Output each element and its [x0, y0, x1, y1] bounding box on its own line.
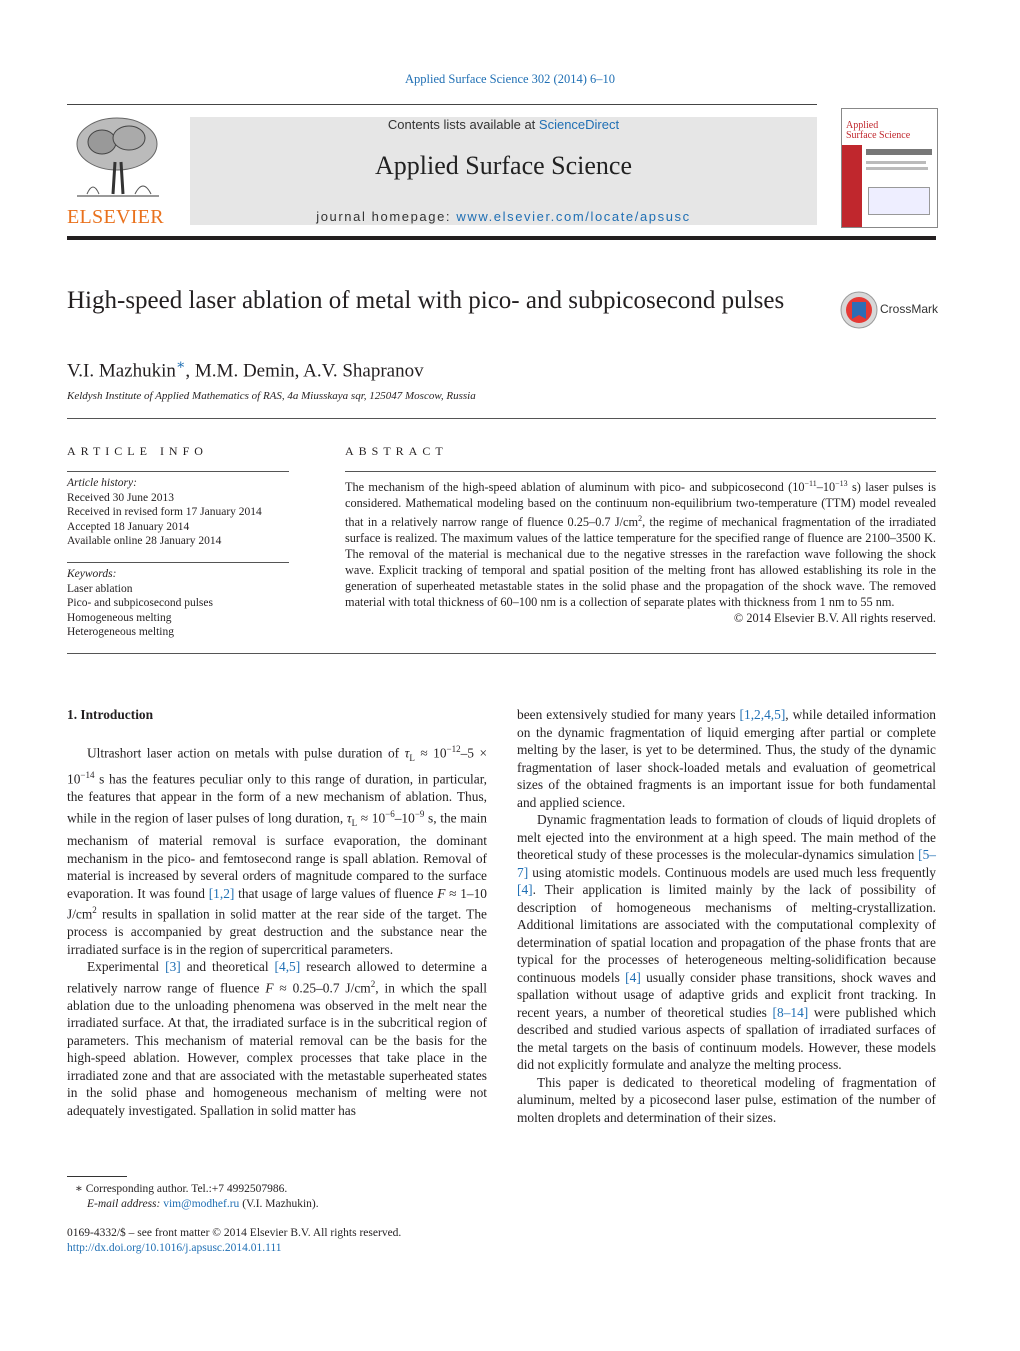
journal-cover-thumbnail[interactable] — [841, 108, 938, 228]
intro-paragraph-3 — [517, 811, 936, 1074]
keyword-item: Heterogeneous melting — [67, 626, 174, 638]
cover-contents-block — [866, 149, 932, 155]
text: ≈ 10 — [357, 810, 386, 826]
contents-prefix: Contents lists available at — [387, 117, 539, 132]
text: , in which the spall ablation due to the unloading phenomena was observed in the melt near the irradiated surface. At that, the irradiated surface is in the subcritical region of parameters. This mechanism of material removal can be the basis for the high-speed ablation. However, complex processes that take place in the irradiated zone and that are associated with the metastable superheated states in the solid phase and homogeneous mechanism of melting were not adequately investigated. Spallation in solid matter has — [67, 980, 487, 1118]
elsevier-logo[interactable] — [67, 112, 167, 230]
abstract-exponent: 2 — [638, 514, 643, 524]
abstract-rule — [345, 471, 936, 472]
homepage-prefix: journal homepage: — [316, 209, 457, 224]
exponent: −9 — [414, 808, 425, 819]
keywords-label: Keywords: — [67, 568, 117, 580]
author-list — [67, 357, 424, 382]
exponent: −12 — [446, 743, 461, 754]
exponent: 2 — [370, 978, 376, 989]
text: –5 × 10 — [67, 744, 488, 787]
journal-citation[interactable]: Applied Surface Science 302 (2014) 6–10 — [404, 72, 615, 86]
cover-contents-block — [866, 161, 926, 164]
text: and theoretical — [180, 959, 275, 975]
elsevier-tree-icon — [67, 112, 167, 204]
abstract-part: –10 — [816, 480, 836, 495]
article-info-heading: ARTICLE INFO — [67, 444, 208, 458]
text: –10 — [394, 810, 415, 826]
symbol-tau: τ — [404, 744, 410, 760]
footnote-corresponding — [75, 1182, 487, 1197]
corresponding-author-footnote — [75, 1182, 487, 1211]
reference-link[interactable]: [4] — [517, 882, 533, 897]
text: were published which described and studied various aspects of spallation of irradiated surfaces of the metal targets on the basis of continuum models. However, these models did not explicitly formulate and analyze the melting process. — [517, 1004, 937, 1072]
abstract-text — [345, 476, 936, 626]
reference-link[interactable]: [3] — [165, 959, 181, 975]
intro-paragraph-2 — [67, 958, 487, 1119]
keyword-item: Homogeneous melting — [67, 611, 172, 624]
text: ≈ 0.25–0.7 J/cm — [273, 980, 371, 996]
text: s, the main mechanism of material removal is surface evaporation, the dominant mechanism in the pico- and femtosecond range is spall ablation. Removal of material is increased by several orders of magnitude compared to the surface evaporation. It was found — [67, 810, 487, 901]
text: results in spallation in solid matter at the rear side of the target. The process is accompanied by great destruction and the substance near the irradiated surface is in the region of supercritical parameters. — [67, 906, 487, 957]
reference-link[interactable]: [1,2,4,5] — [739, 707, 786, 722]
exponent: −6 — [385, 808, 395, 819]
keyword-item: Laser ablation — [67, 582, 133, 595]
text: Dynamic fragmentation leads to formation of clouds of liquid droplets of melt ejected into the environment at a high speed. The main method of the theoretical study of these processes is the molecular-dynamics simulation — [517, 812, 936, 862]
crossmark-badge[interactable] — [840, 291, 940, 329]
email-link[interactable]: vim@modhef.ru — [163, 1197, 240, 1210]
footnote-rule — [67, 1176, 127, 1177]
abstract-exponent: −11 — [804, 479, 817, 488]
symbol-fluence: F — [265, 980, 274, 996]
homepage-link[interactable]: www.elsevier.com/locate/apsusc — [456, 209, 691, 224]
elsevier-wordmark: ELSEVIER — [67, 206, 164, 228]
crossmark-label: CrossMark — [880, 302, 939, 316]
text: ≈ 1–10 J/cm — [67, 885, 487, 922]
intro-paragraph-1 — [67, 741, 487, 959]
cover-red-band — [842, 145, 862, 227]
history-item: Accepted 18 January 2014 — [67, 520, 190, 533]
contents-available-line — [190, 117, 817, 132]
abstract-part: The mechanism of the high-speed ablation of aluminum with pico- and subpicosecond (10 — [345, 480, 805, 495]
footnote-email — [75, 1197, 487, 1212]
article-history — [67, 476, 289, 549]
keywords-rule — [67, 562, 289, 563]
journal-banner — [190, 117, 817, 225]
subscript: L — [351, 817, 358, 828]
footnote-text: Corresponding author. Tel.:+7 4992507986. — [82, 1183, 288, 1195]
keyword-item: Pico- and subpicosecond pulses — [67, 597, 213, 609]
text: . Their application is limited mainly by the lack of possibility of description of homogeneous mechanisms of melting-crystallization. Additional limitations are associated with the computational complexity of determination of spatial location and propagation of the phase fronts that are typical for the processes of heterogeneous melting-solidification because continuous models — [517, 882, 936, 985]
body-left-column — [67, 706, 487, 1119]
abstract-heading: ABSTRACT — [345, 444, 448, 458]
cover-figure — [868, 187, 930, 215]
email-suffix: (V.I. Mazhukin). — [239, 1197, 319, 1210]
journal-homepage-line — [190, 209, 817, 224]
title-divider — [67, 418, 936, 419]
exponent: −14 — [80, 770, 95, 781]
cover-title-line1: Applied — [846, 120, 879, 131]
text: that usage of large values of fluence — [234, 885, 438, 901]
text: , while detailed information on the dynamic fragmentation of liquid emerging after partial or complete melting by the laser, is yet to be determined. Thus, the study of the dynamic fragmentation of laser shock-loaded metals and evaluation of geometrical sizes of the obtained fragments is an important issue for both fundamental and applied science. — [517, 707, 936, 810]
reference-link[interactable]: [1,2] — [208, 885, 235, 901]
author-names-rest: , M.M. Demin, A.V. Shapranov — [185, 360, 424, 382]
article-history-label: Article history: — [67, 477, 137, 489]
abstract-exponent: −13 — [835, 479, 848, 488]
front-matter-line: 0169-4332/$ – see front matter © 2014 Elsevier B.V. All rights reserved. — [67, 1227, 402, 1239]
article-info-rule — [67, 471, 289, 472]
front-matter — [67, 1226, 497, 1255]
paper-title: High-speed laser ablation of metal with pico- and subpicosecond pulses — [67, 287, 785, 314]
header-top-rule — [67, 104, 817, 105]
text: using atomistic models. Continuous models are used much less frequently — [528, 864, 936, 880]
text: Experimental — [87, 959, 166, 975]
cover-title-line2: Surface Science — [846, 130, 911, 141]
affiliation: Keldysh Institute of Applied Mathematics of RAS, 4a Miusskaya sqr, 125047 Moscow, Russia — [67, 390, 476, 402]
abstract-copyright: © 2014 Elsevier B.V. All rights reserved. — [733, 611, 936, 626]
reference-link[interactable]: [4,5] — [274, 959, 301, 975]
history-item: Received in revised form 17 January 2014 — [67, 506, 262, 518]
symbol-tau: τ — [346, 810, 352, 826]
doi-link[interactable]: http://dx.doi.org/10.1016/j.apsusc.2014.01.111 — [67, 1241, 282, 1254]
history-item: Available online 28 January 2014 — [67, 535, 222, 547]
text: ≈ 10 — [414, 744, 447, 760]
footnote-star: ∗ — [75, 1183, 83, 1195]
sciencedirect-link[interactable]: ScienceDirect — [538, 117, 620, 132]
corresponding-author-star-link[interactable]: ∗ — [175, 358, 186, 373]
email-label: E-mail address: — [87, 1197, 164, 1210]
history-item: Received 30 June 2013 — [67, 491, 174, 504]
text: usually consider phase transitions, shock waves and spallation without usage of adaptive grids and explicit front tracking. In recent years, a number of theoretical studies — [517, 969, 936, 1020]
exponent: 2 — [92, 905, 97, 916]
text: Ultrashort laser action on metals with pulse duration of — [87, 744, 405, 760]
intro-paragraph-4: This paper is dedicated to theoretical modeling of fragmentation of aluminum, melted by a picosecond laser pulse, estimation of the number of molten droplets and determination of their sizes. — [517, 1074, 936, 1125]
reference-link[interactable]: [8–14] — [772, 1004, 809, 1020]
reference-link[interactable]: [4] — [625, 969, 641, 985]
keywords — [67, 567, 289, 640]
header-thick-rule — [67, 236, 936, 240]
text: been extensively studied for many years — [517, 707, 740, 722]
abstract-part: , the regime of mechanical fragmentation of the irradiated surface is realized. The maximum values of the lattice temperature for the specified range of fluence are 2100–3500 K. The removal of the material is mechanical due to the negative stresses in the rarefaction wave following the shock wave. Explicit tracking of temporal and spatial position of the melting front has allowed establishing its role in the generation of superheated metastable states in the solid phase and the propagation of the shock wave. The removed material with total thickness of 60–100 nm is a collection of separate plates with thickness from 1 nm to 55 nm. — [345, 515, 936, 610]
author-name: V.I. Mazhukin — [67, 360, 176, 382]
body-right-column — [517, 706, 936, 1126]
journal-title: Applied Surface Science — [374, 151, 632, 180]
symbol-fluence: F — [437, 885, 446, 901]
text: s has the features peculiar only to this range of duration, in particular, the features that appear in the form of a new mechanism of ablation. Thus, while in the region of laser pulses of long duration, — [67, 771, 487, 826]
crossmark-icon — [840, 291, 878, 329]
text: research allowed to determine a relatively narrow range of fluence — [67, 959, 488, 996]
cover-contents-block — [866, 167, 928, 170]
intro-paragraph-continued — [517, 706, 936, 811]
cover-title — [846, 121, 910, 141]
abstract-part: s) laser pulses is considered. Mathematical modeling based on the continuum non-equilibrium two-temperature (TTM) model revealed that in a relatively narrow range of fluence 0.25–0.7 J/cm — [345, 480, 936, 530]
reference-link[interactable]: [5–7] — [517, 847, 936, 880]
subscript: L — [409, 752, 415, 763]
section-heading: 1. Introduction — [67, 707, 154, 722]
abstract-bottom-rule — [67, 653, 936, 654]
